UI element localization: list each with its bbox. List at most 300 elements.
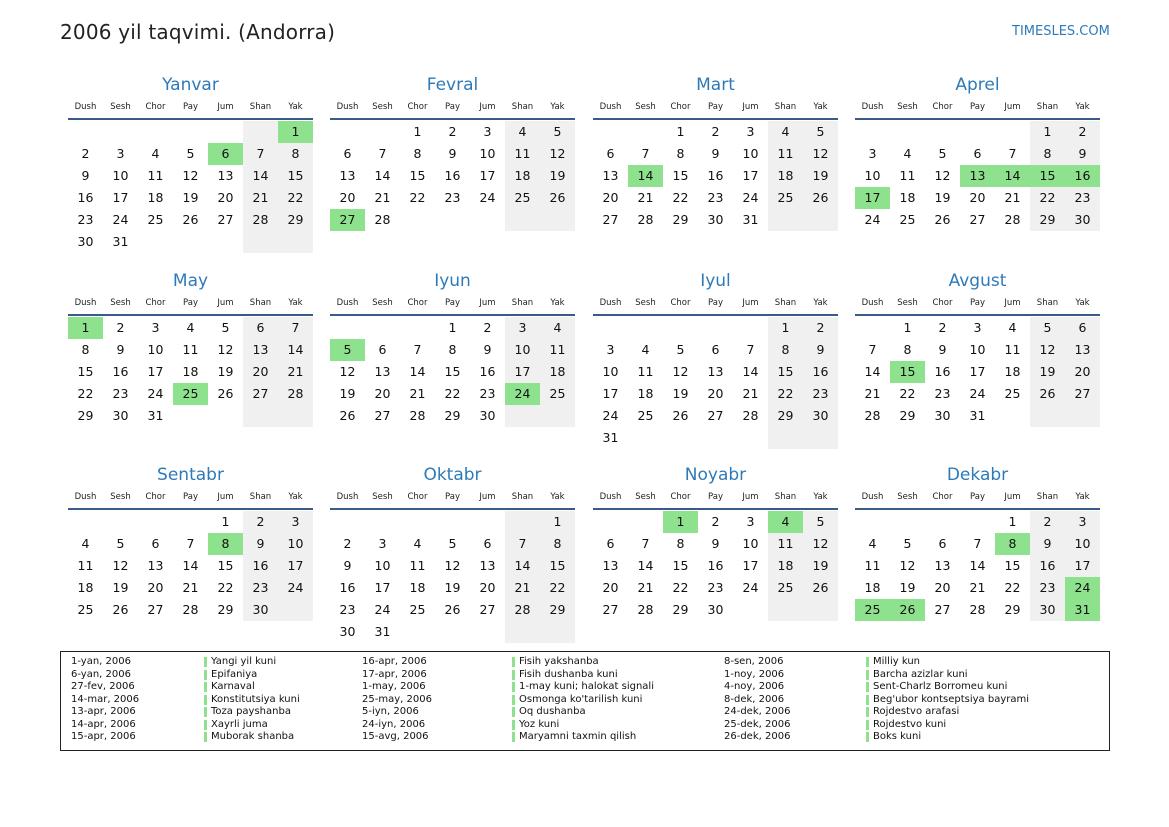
day-cell: 29 [1004,602,1021,617]
day-cell: 19 [899,580,916,595]
day-cell: 22 [1039,190,1056,205]
day-cell: 18 [899,190,916,205]
day-cell: 11 [549,342,566,357]
day-cell: 6 [606,146,615,161]
day-grid [330,317,575,449]
day-cell: 21 [182,580,199,595]
day-cell: 15 [672,558,689,573]
legend-holiday-name: Konstitutsiya kuni [211,693,300,705]
month-name: Fevral [426,75,479,95]
weekday-header [593,298,838,310]
day-cell: 18 [409,580,426,595]
day-cell: 30 [77,234,94,249]
day-cell: 26 [812,580,829,595]
day-cell: 18 [514,168,531,183]
day-cell: 5 [186,146,195,161]
legend-holiday-name: Rojdestvo arafasi [873,706,960,717]
day-cell: 23 [707,190,724,205]
day-cell: 15 [287,168,304,183]
weekday-label: Jum [742,492,759,502]
day-cell: 11 [637,364,654,379]
day-cell: 28 [637,212,654,227]
weekday-label: Chor [932,298,953,308]
day-cell: 22 [444,386,461,401]
header-rule [68,508,313,510]
legend-date: 1-noy, 2006 [724,668,785,680]
day-cell: 20 [602,190,619,205]
day-cell: 31 [112,234,129,249]
day-cell: 10 [514,342,531,357]
day-cell: 28 [287,386,304,401]
day-cell: 23 [479,386,496,401]
day-cell: 27 [252,386,269,401]
day-cell: 29 [444,408,461,423]
weekday-label: Dush [599,102,622,112]
day-cell: 29 [287,212,304,227]
day-cell: 10 [287,536,304,551]
day-cell: 17 [374,580,391,595]
day-cell: 11 [777,146,794,161]
day-cell: 9 [938,342,947,357]
day-cell: 12 [812,536,829,551]
legend-holiday-name: Milliy kun [873,656,920,667]
day-cell: 25 [514,190,531,205]
day-cell: 7 [518,536,527,551]
weekday-label: Yak [1075,492,1090,502]
legend-date: 8-dek, 2006 [724,693,785,705]
weekday-label: Dush [861,102,884,112]
day-cell: 16 [479,364,496,379]
holiday-day: 24 [505,383,540,405]
day-cell: 11 [864,558,881,573]
day-cell: 23 [707,580,724,595]
day-cell: 20 [707,386,724,401]
weekday-label: Sesh [897,298,918,308]
day-cell: 15 [1004,558,1021,573]
day-cell: 13 [602,558,619,573]
day-grid [330,121,575,253]
day-cell: 5 [1043,320,1052,335]
legend-date: 1-yan, 2006 [71,656,131,667]
legend-date: 26-dek, 2006 [724,731,791,742]
day-grid [855,317,1100,449]
day-cell: 17 [742,558,759,573]
legend-holiday-name: Yangi yil kuni [211,656,277,667]
day-cell: 3 [291,514,300,529]
day-cell: 3 [746,514,755,529]
weekday-header [68,102,313,114]
day-cell: 21 [252,190,269,205]
day-cell: 3 [378,536,387,551]
weekday-label: Dush [336,102,359,112]
day-cell: 3 [868,146,877,161]
day-cell: 20 [339,190,356,205]
legend-date: 25-dek, 2006 [724,718,791,730]
day-cell: 12 [549,146,566,161]
weekday-label: Pay [970,298,985,308]
weekday-label: Jum [1004,298,1021,308]
day-cell: 12 [339,364,356,379]
day-cell: 26 [1039,386,1056,401]
legend-holiday-name: Muborak shanba [211,731,295,742]
day-cell: 28 [864,408,881,423]
day-cell: 12 [112,558,129,573]
day-cell: 27 [602,212,619,227]
day-cell: 9 [1043,536,1052,551]
legend-date: 25-may, 2006 [362,693,432,705]
legend-holiday-name: Fisih dushanba kuni [519,668,618,680]
legend-date: 17-apr, 2006 [362,668,427,680]
day-cell: 7 [641,536,650,551]
day-cell: 7 [378,146,387,161]
day-cell: 8 [676,146,685,161]
day-cell: 25 [777,190,794,205]
day-cell: 4 [553,320,562,335]
weekday-label: Pay [183,102,198,112]
day-cell: 2 [448,124,457,139]
weekday-label: Sesh [635,102,656,112]
day-cell: 25 [549,386,566,401]
weekday-label: Sesh [110,102,131,112]
day-cell: 16 [444,168,461,183]
day-cell: 8 [903,342,912,357]
day-cell: 5 [116,536,125,551]
day-cell: 3 [518,320,527,335]
day-cell: 6 [343,146,352,161]
month-name: Oktabr [423,465,482,485]
weekday-label: Dush [336,492,359,502]
day-cell: 26 [339,408,356,423]
day-cell: 29 [777,408,794,423]
holiday-day: 17 [855,187,890,209]
weekday-label: Yak [1075,298,1090,308]
weekday-label: Yak [813,102,828,112]
day-cell: 20 [147,580,164,595]
day-cell: 18 [147,190,164,205]
day-cell: 21 [287,364,304,379]
weekday-label: Yak [288,102,303,112]
day-cell: 14 [864,364,881,379]
weekday-label: Pay [445,102,460,112]
day-cell: 4 [868,536,877,551]
day-cell: 14 [637,558,654,573]
header-rule [855,314,1100,316]
day-cell: 16 [339,580,356,595]
day-cell: 18 [1004,364,1021,379]
day-cell: 30 [812,408,829,423]
day-cell: 6 [151,536,160,551]
day-cell: 11 [1004,342,1021,357]
day-cell: 21 [514,580,531,595]
weekday-label: Jum [479,102,496,112]
day-cell: 5 [938,146,947,161]
day-cell: 26 [549,190,566,205]
weekday-label: Sesh [372,102,393,112]
day-cell: 27 [707,408,724,423]
day-cell: 23 [77,212,94,227]
day-cell: 27 [934,602,951,617]
day-cell: 4 [781,124,790,139]
day-cell: 20 [1074,364,1091,379]
day-cell: 23 [1074,190,1091,205]
day-cell: 22 [217,580,234,595]
day-cell: 20 [479,580,496,595]
day-grid [68,121,313,253]
day-cell: 10 [742,146,759,161]
legend-date: 16-apr, 2006 [362,656,427,667]
day-cell: 26 [217,386,234,401]
day-cell: 2 [343,536,352,551]
day-cell: 22 [77,386,94,401]
day-cell: 29 [672,602,689,617]
header-rule [330,118,575,120]
day-cell: 5 [221,320,230,335]
legend-holiday-name: Boks kuni [873,731,922,742]
day-cell: 23 [339,602,356,617]
day-cell: 29 [672,212,689,227]
day-cell: 19 [182,190,199,205]
day-cell: 2 [1078,124,1087,139]
day-cell: 26 [182,212,199,227]
day-cell: 26 [812,190,829,205]
holiday-day: 25 [855,599,890,621]
day-cell: 6 [378,342,387,357]
day-cell: 28 [742,408,759,423]
header-rule [593,314,838,316]
day-grid [855,511,1100,643]
day-cell: 5 [676,342,685,357]
day-cell: 9 [483,342,492,357]
day-cell: 12 [182,168,199,183]
weekday-label: Dush [74,492,97,502]
day-cell: 9 [116,342,125,357]
day-cell: 18 [182,364,199,379]
day-cell: 7 [186,536,195,551]
weekday-label: Shan [1036,298,1059,308]
day-cell: 28 [182,602,199,617]
legend-date: 15-avg, 2006 [362,731,429,742]
legend-holiday-name: Sent-Charlz Borromeu kuni [873,681,1008,692]
weekday-label: Yak [550,298,565,308]
day-cell: 6 [938,536,947,551]
day-cell: 6 [1078,320,1087,335]
weekday-label: Shan [1036,102,1059,112]
weekday-label: Jum [1004,492,1021,502]
day-cell: 30 [479,408,496,423]
weekday-label: Jum [1004,102,1021,112]
header-rule [855,508,1100,510]
weekday-label: Chor [670,492,691,502]
day-cell: 22 [672,580,689,595]
day-cell: 14 [514,558,531,573]
day-cell: 27 [147,602,164,617]
weekday-label: Dush [74,102,97,112]
day-grid [855,121,1100,253]
legend-date: 8-sen, 2006 [724,656,784,667]
day-cell: 16 [934,364,951,379]
weekday-label: Shan [511,102,534,112]
holiday-day: 5 [330,339,365,361]
weekday-label: Yak [550,492,565,502]
brand-link[interactable]: TIMESLES.COM [1012,24,1110,39]
legend-holiday-name: Fisih yakshanba [519,656,599,667]
weekday-label: Shan [774,102,797,112]
day-cell: 8 [676,536,685,551]
day-cell: 8 [781,342,790,357]
day-cell: 25 [899,212,916,227]
day-cell: 16 [812,364,829,379]
header-rule [593,118,838,120]
holiday-day: 6 [208,143,243,165]
month-name: Yanvar [162,75,219,95]
holiday-day: 1 [278,121,313,143]
day-cell: 17 [969,364,986,379]
day-cell: 9 [816,342,825,357]
day-cell: 31 [374,624,391,639]
weekday-label: Chor [670,298,691,308]
day-cell: 5 [816,514,825,529]
header-rule [68,118,313,120]
day-cell: 13 [602,168,619,183]
day-cell: 22 [287,190,304,205]
header-rule [855,118,1100,120]
day-cell: 2 [711,124,720,139]
day-cell: 19 [444,580,461,595]
day-cell: 8 [448,342,457,357]
day-cell: 21 [742,386,759,401]
day-cell: 4 [186,320,195,335]
legend-date: 1-may, 2006 [362,681,426,692]
day-cell: 24 [864,212,881,227]
day-cell: 3 [973,320,982,335]
day-cell: 20 [602,580,619,595]
day-grid [593,511,838,643]
weekday-label: Yak [288,298,303,308]
day-cell: 15 [777,364,794,379]
weekday-header [330,298,575,310]
weekday-label: Sesh [635,492,656,502]
day-cell: 15 [672,168,689,183]
day-cell: 26 [444,602,461,617]
day-cell: 17 [147,364,164,379]
day-cell: 10 [147,342,164,357]
day-cell: 5 [903,536,912,551]
day-cell: 22 [409,190,426,205]
day-cell: 6 [483,536,492,551]
holiday-day: 31 [1065,599,1100,621]
day-cell: 1 [413,124,422,139]
day-cell: 4 [1008,320,1017,335]
day-cell: 11 [147,168,164,183]
day-cell: 9 [711,536,720,551]
day-cell: 16 [707,168,724,183]
weekday-label: Sesh [372,492,393,502]
day-cell: 4 [641,342,650,357]
weekday-label: Shan [1036,492,1059,502]
day-cell: 16 [77,190,94,205]
month-name: Noyabr [684,465,747,485]
holiday-day: 14 [628,165,663,187]
day-cell: 9 [343,558,352,573]
day-cell: 12 [899,558,916,573]
day-cell: 19 [549,168,566,183]
day-cell: 2 [938,320,947,335]
day-cell: 7 [291,320,300,335]
legend-date: 14-apr, 2006 [71,718,136,730]
day-cell: 14 [287,342,304,357]
day-cell: 2 [483,320,492,335]
day-cell: 10 [374,558,391,573]
day-cell: 8 [291,146,300,161]
day-cell: 13 [1074,342,1091,357]
day-cell: 28 [1004,212,1021,227]
month-name: May [172,271,209,291]
day-cell: 7 [868,342,877,357]
day-cell: 21 [374,190,391,205]
day-cell: 15 [444,364,461,379]
day-cell: 24 [112,212,129,227]
weekday-label: Sesh [372,298,393,308]
day-grid [593,121,838,253]
holiday-day: 8 [208,533,243,555]
day-cell: 8 [1043,146,1052,161]
day-grid [68,511,313,643]
weekday-label: Dush [599,492,622,502]
day-cell: 22 [672,190,689,205]
day-cell: 30 [1074,212,1091,227]
day-cell: 13 [479,558,496,573]
day-cell: 9 [711,146,720,161]
day-cell: 19 [672,386,689,401]
legend-date: 27-fev, 2006 [71,681,135,692]
weekday-label: Shan [249,102,272,112]
day-cell: 27 [1074,386,1091,401]
weekday-label: Pay [970,492,985,502]
holiday-day: 4 [768,511,803,533]
day-cell: 29 [549,602,566,617]
day-cell: 4 [151,146,160,161]
day-cell: 3 [151,320,160,335]
day-cell: 11 [899,168,916,183]
weekday-label: Sesh [897,102,918,112]
day-cell: 18 [77,580,94,595]
day-cell: 21 [637,190,654,205]
day-cell: 24 [147,386,164,401]
day-cell: 3 [606,342,615,357]
day-cell: 30 [252,602,269,617]
day-cell: 23 [934,386,951,401]
header-rule [593,508,838,510]
legend-date: 13-apr, 2006 [71,706,136,717]
weekday-label: Pay [183,492,198,502]
day-cell: 11 [182,342,199,357]
weekday-header [330,102,575,114]
day-cell: 18 [549,364,566,379]
day-cell: 16 [252,558,269,573]
day-cell: 16 [707,558,724,573]
day-cell: 14 [182,558,199,573]
day-cell: 10 [479,146,496,161]
legend-holiday-name: 1-may kuni; halokat signali [519,681,654,692]
day-cell: 8 [553,536,562,551]
weekday-label: Pay [970,102,985,112]
day-cell: 17 [112,190,129,205]
day-cell: 22 [899,386,916,401]
day-cell: 19 [1039,364,1056,379]
day-cell: 30 [339,624,356,639]
weekday-label: Dush [861,298,884,308]
legend-date: 24-iyn, 2006 [362,718,426,730]
